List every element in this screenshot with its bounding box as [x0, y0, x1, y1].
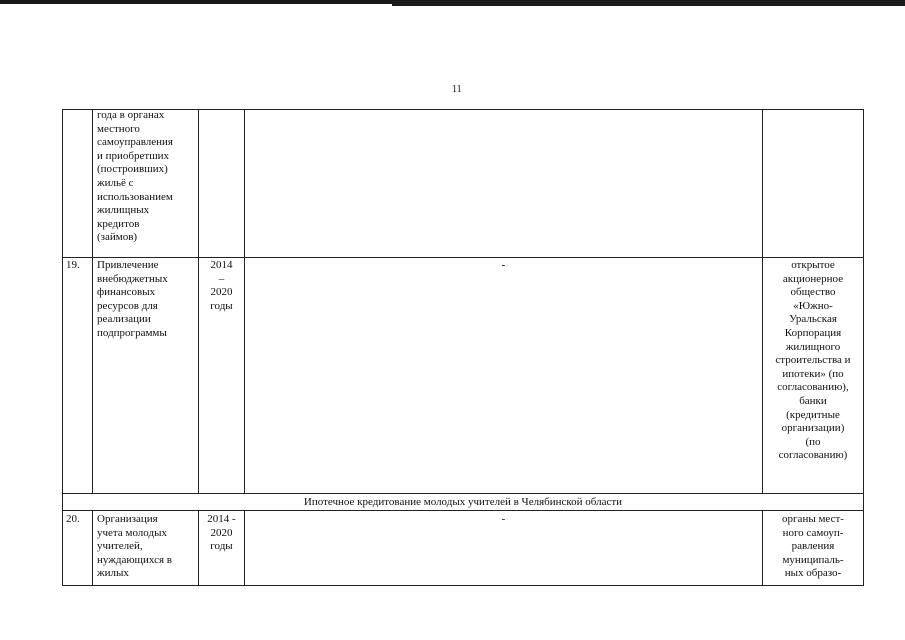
text-line: годы [210, 540, 233, 553]
text-line: строительства и [775, 354, 851, 367]
text-line: жилых [97, 567, 129, 580]
text-line: (по [805, 435, 821, 448]
text-line: (кредитные [786, 408, 840, 421]
text-line: Организация [97, 513, 158, 525]
row20-funding: - [501, 513, 506, 525]
row-divider [62, 510, 864, 511]
text-line: открытое [791, 259, 835, 271]
text-line: банки [799, 394, 827, 407]
text-line: общество [790, 286, 836, 299]
row19-name [97, 259, 195, 341]
text-line: годы [210, 299, 233, 312]
text-line: местного [97, 122, 140, 135]
text-line: использованием [97, 190, 173, 203]
col-border [92, 109, 93, 494]
row20-period [199, 513, 244, 554]
row20-executor [763, 513, 863, 581]
text-line: финансовых [97, 286, 156, 299]
text-line: подпрограммы [97, 326, 167, 339]
text-line: жилищных [97, 204, 150, 217]
text-line: ных образо- [784, 567, 842, 580]
text-line: жильё с [97, 176, 134, 189]
row20-number: 20. [66, 513, 80, 525]
text-line: Уральская [789, 313, 837, 326]
col-border-right [863, 109, 864, 586]
row19-funding: - [501, 259, 506, 271]
page-number: 11 [452, 84, 462, 95]
text-line: и приобретших [97, 149, 170, 162]
text-line: 2014 [210, 259, 233, 271]
row-divider [62, 493, 864, 494]
col-border-left [62, 109, 63, 586]
text-line: ресурсов для [97, 299, 158, 312]
text-line: Корпорация [784, 326, 842, 339]
row19-executor [763, 259, 863, 463]
text-line: самоуправления [97, 136, 173, 149]
text-line: акционерное [782, 272, 844, 285]
text-line: – [218, 272, 225, 285]
continued-row-name [97, 109, 195, 245]
text-line: 2014 - [207, 513, 236, 525]
text-line: органы мест- [782, 513, 844, 525]
text-line: «Южно- [793, 299, 833, 312]
table-bottom-border [62, 585, 864, 586]
row19-period [199, 259, 244, 313]
text-line: муниципаль- [782, 553, 844, 566]
row-divider [62, 257, 864, 258]
text-line: (построивших) [97, 163, 168, 176]
text-line: нуждающихся в [97, 553, 172, 566]
text-line: равления [791, 540, 835, 553]
col-border [92, 510, 93, 586]
text-line: учета молодых [97, 526, 167, 539]
text-line: учителей, [97, 540, 143, 553]
text-line: организации) [781, 422, 845, 435]
text-line: согласованию) [778, 449, 848, 462]
text-line: ного самоуп- [782, 526, 844, 539]
text-line: согласованию), [777, 381, 849, 394]
text-line: реализации [97, 313, 151, 326]
col-border [244, 109, 245, 494]
text-line: 2020 [210, 286, 233, 299]
text-line: года в органах [97, 109, 165, 121]
text-line: кредитов [97, 217, 140, 230]
text-line: 2020 [210, 526, 233, 539]
text-line: ипотеки» (по [782, 367, 844, 380]
text-line: внебюджетных [97, 272, 168, 285]
row19-number: 19. [66, 259, 80, 271]
text-line: Привлечение [97, 259, 159, 271]
row20-name [97, 513, 195, 581]
text-line: (займов) [97, 231, 138, 244]
text-line: жилищного [785, 340, 841, 353]
section-title: Ипотечное кредитование молодых учителей в Челябинской области [303, 496, 623, 508]
